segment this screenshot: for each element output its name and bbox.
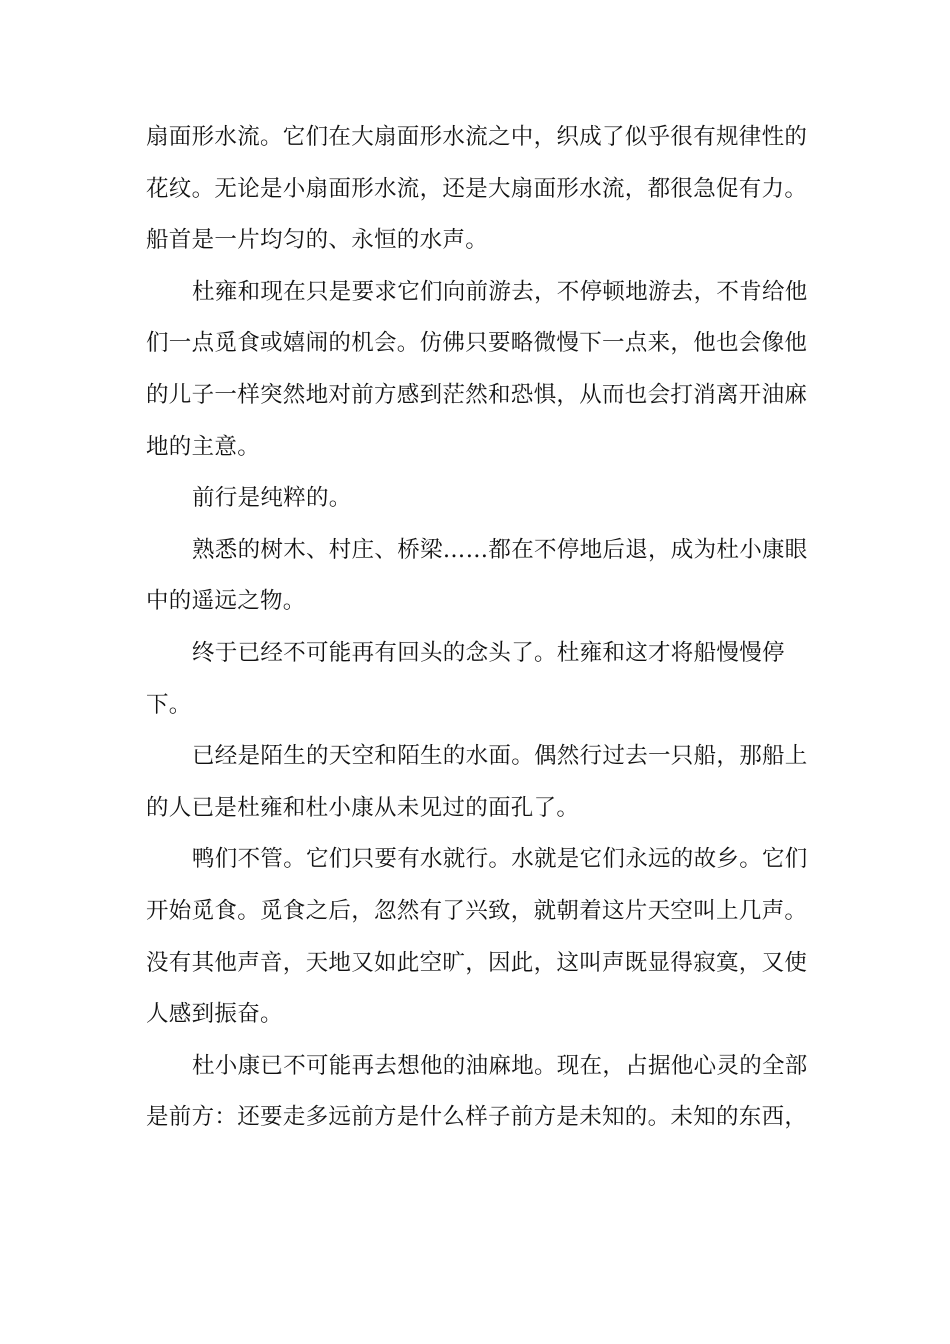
text-line: 花纹。无论是小扇面形水流，还是大扇面形水流，都很急促有力。 bbox=[146, 175, 808, 202]
text-line: 杜小康已不可能再去想他的油麻地。现在，占据他心灵的全部 bbox=[192, 1052, 808, 1079]
text-line: 终于已经不可能再有回头的念头了。杜雍和这才将船慢慢停 bbox=[192, 639, 785, 666]
text-line: 的人已是杜雍和杜小康从未见过的面孔了。 bbox=[146, 794, 580, 821]
text-line: 鸭们不管。它们只要有水就行。水就是它们永远的故乡。它们 bbox=[192, 846, 808, 873]
text-line: 是前方：还要走多远前方是什么样子前方是未知的。未知的东西， bbox=[146, 1104, 808, 1131]
text-line: 已经是陌生的天空和陌生的水面。偶然行过去一只船，那船上 bbox=[192, 743, 808, 770]
text-line: 的儿子一样突然地对前方感到茫然和恐惧，从而也会打消离开油麻 bbox=[146, 381, 808, 408]
text-line: 人感到振奋。 bbox=[146, 1001, 283, 1028]
text-line: 扇面形水流。它们在大扇面形水流之中，织成了似乎很有规律性的 bbox=[146, 124, 808, 150]
text-line: 前行是纯粹的。 bbox=[192, 485, 352, 512]
text-line: 没有其他声音，天地又如此空旷，因此，这叫声既显得寂寞，又使 bbox=[146, 949, 808, 976]
text-line: 开始觅食。觅食之后，忽然有了兴致，就朝着这片天空叫上几声。 bbox=[146, 897, 808, 924]
text-line: 船首是一片均匀的、永恒的水声。 bbox=[146, 227, 489, 254]
text-line: 熟悉的树木、村庄、桥梁……都在不停地后退，成为杜小康眼 bbox=[192, 536, 808, 563]
text-line: 们一点觅食或嬉闹的机会。仿佛只要略微慢下一点来，他也会像他 bbox=[146, 330, 808, 357]
text-line: 杜雍和现在只是要求它们向前游去，不停顿地游去，不肯给他 bbox=[192, 278, 808, 305]
text-line: 中的遥远之物。 bbox=[146, 588, 306, 615]
text-line: 地的主意。 bbox=[146, 433, 261, 460]
body-text bbox=[146, 112, 806, 1144]
text-line: 下。 bbox=[146, 691, 192, 718]
